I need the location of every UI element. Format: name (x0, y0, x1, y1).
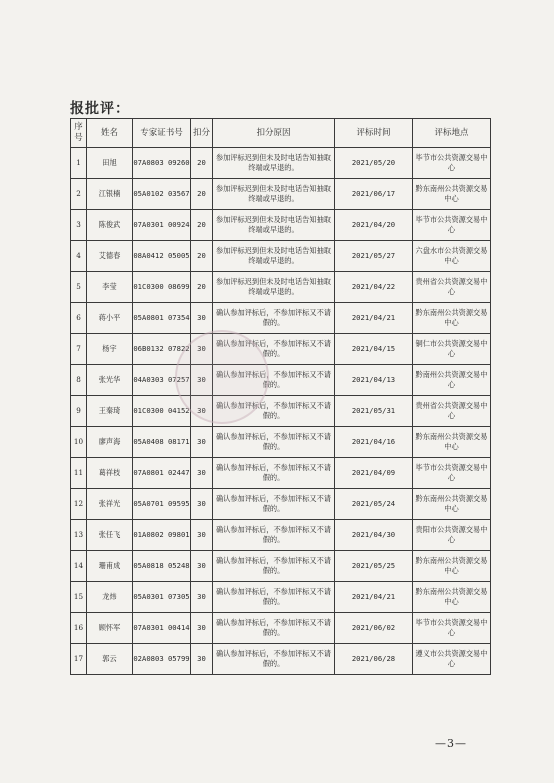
cell-name: 陈俊武 (87, 210, 133, 241)
cell-time: 2021/05/27 (335, 241, 413, 272)
cell-reason: 确认参加评标后，不参加评标又不请假的。 (213, 489, 335, 520)
cell-time: 2021/04/21 (335, 582, 413, 613)
cell-place: 铜仁市公共资源交易中心 (413, 334, 491, 365)
table-row (71, 644, 491, 675)
cell-cert: 01C0300 08699 (133, 272, 191, 303)
cell-reason: 确认参加评标后，不参加评标又不请假的。 (213, 303, 335, 334)
cell-place: 黔东南州公共资源交易中心 (413, 427, 491, 458)
cell-cert: 05A0408 08171 (133, 427, 191, 458)
cell-time: 2021/05/24 (335, 489, 413, 520)
cell-place: 毕节市公共资源交易中心 (413, 210, 491, 241)
table-row (71, 241, 491, 272)
table-row (71, 148, 491, 179)
cell-cert: 07A0301 00414 (133, 613, 191, 644)
table-row (71, 551, 491, 582)
cell-place: 贵州省公共资源交易中心 (413, 272, 491, 303)
cell-points: 30 (191, 520, 213, 551)
cell-reason: 确认参加评标后，不参加评标又不请假的。 (213, 644, 335, 675)
cell-points: 20 (191, 241, 213, 272)
cell-seq: 5 (71, 272, 87, 303)
cell-time: 2021/06/02 (335, 613, 413, 644)
header-cert: 专家证书号 (133, 119, 191, 148)
table-row (71, 365, 491, 396)
cell-name: 杨宇 (87, 334, 133, 365)
cell-points: 30 (191, 334, 213, 365)
cell-points: 30 (191, 644, 213, 675)
cell-points: 30 (191, 396, 213, 427)
cell-cert: 07A0803 09260 (133, 148, 191, 179)
cell-name: 葛祥枝 (87, 458, 133, 489)
table-row (71, 396, 491, 427)
cell-seq: 3 (71, 210, 87, 241)
cell-seq: 10 (71, 427, 87, 458)
cell-name: 蒋小平 (87, 303, 133, 334)
cell-place: 黔东南州公共资源交易中心 (413, 489, 491, 520)
cell-name: 张祥光 (87, 489, 133, 520)
table-row (71, 613, 491, 644)
cell-cert: 05A0102 03567 (133, 179, 191, 210)
cell-reason: 确认参加评标后，不参加评标又不请假的。 (213, 520, 335, 551)
cell-name: 王秦琦 (87, 396, 133, 427)
cell-cert: 07A0801 02447 (133, 458, 191, 489)
cell-place: 毕节市公共资源交易中心 (413, 458, 491, 489)
cell-place: 毕节市公共资源交易中心 (413, 148, 491, 179)
cell-time: 2021/04/15 (335, 334, 413, 365)
criticism-table (70, 118, 491, 675)
cell-points: 20 (191, 272, 213, 303)
cell-seq: 15 (71, 582, 87, 613)
cell-name: 李莹 (87, 272, 133, 303)
cell-seq: 13 (71, 520, 87, 551)
cell-name: 江银楠 (87, 179, 133, 210)
header-place: 评标地点 (413, 119, 491, 148)
cell-points: 20 (191, 148, 213, 179)
table-row (71, 272, 491, 303)
cell-reason: 确认参加评标后，不参加评标又不请假的。 (213, 551, 335, 582)
cell-points: 30 (191, 427, 213, 458)
cell-place: 黔东南州公共资源交易中心 (413, 551, 491, 582)
table-row (71, 427, 491, 458)
cell-time: 2021/04/09 (335, 458, 413, 489)
table-row (71, 520, 491, 551)
cell-reason: 参加评标迟到但未及时电话告知抽取终端或早退的。 (213, 148, 335, 179)
header-seq: 序号 (71, 119, 87, 148)
header-time: 评标时间 (335, 119, 413, 148)
header-reason: 扣分原因 (213, 119, 335, 148)
cell-points: 30 (191, 303, 213, 334)
cell-reason: 确认参加评标后，不参加评标又不请假的。 (213, 365, 335, 396)
cell-seq: 2 (71, 179, 87, 210)
cell-seq: 8 (71, 365, 87, 396)
cell-time: 2021/06/17 (335, 179, 413, 210)
cell-time: 2021/06/28 (335, 644, 413, 675)
cell-place: 黔南州公共资源交易中心 (413, 365, 491, 396)
cell-seq: 17 (71, 644, 87, 675)
page-number: —3— (435, 737, 467, 750)
cell-points: 30 (191, 365, 213, 396)
cell-time: 2021/05/20 (335, 148, 413, 179)
cell-cert: 05A0301 07305 (133, 582, 191, 613)
cell-reason: 参加评标迟到但未及时电话告知抽取终端或早退的。 (213, 272, 335, 303)
cell-cert: 06B0132 07822 (133, 334, 191, 365)
cell-name: 田旭 (87, 148, 133, 179)
table-row (71, 582, 491, 613)
cell-points: 30 (191, 613, 213, 644)
cell-name: 顾怀军 (87, 613, 133, 644)
cell-reason: 参加评标迟到但未及时电话告知抽取终端或早退的。 (213, 241, 335, 272)
cell-time: 2021/04/21 (335, 303, 413, 334)
cell-place: 六盘水市公共资源交易中心 (413, 241, 491, 272)
cell-seq: 4 (71, 241, 87, 272)
section-heading: 报批评： (70, 101, 130, 117)
cell-name: 艾德春 (87, 241, 133, 272)
table-header-row (71, 119, 491, 148)
cell-name: 珊甫成 (87, 551, 133, 582)
table-row (71, 489, 491, 520)
cell-points: 30 (191, 551, 213, 582)
cell-seq: 12 (71, 489, 87, 520)
cell-cert: 05A0818 05248 (133, 551, 191, 582)
cell-cert: 05A0701 09595 (133, 489, 191, 520)
cell-name: 郭云 (87, 644, 133, 675)
cell-time: 2021/04/22 (335, 272, 413, 303)
table-row (71, 458, 491, 489)
cell-time: 2021/05/25 (335, 551, 413, 582)
cell-reason: 确认参加评标后，不参加评标又不请假的。 (213, 396, 335, 427)
cell-place: 贵阳市公共资源交易中心 (413, 520, 491, 551)
cell-place: 毕节市公共资源交易中心 (413, 613, 491, 644)
cell-points: 30 (191, 458, 213, 489)
table-row (71, 303, 491, 334)
cell-seq: 6 (71, 303, 87, 334)
header-name: 姓名 (87, 119, 133, 148)
cell-cert: 02A0803 05799 (133, 644, 191, 675)
cell-seq: 14 (71, 551, 87, 582)
cell-cert: 01A0802 09801 (133, 520, 191, 551)
table-body (71, 148, 491, 675)
header-points: 扣分 (191, 119, 213, 148)
cell-cert: 07A0301 00924 (133, 210, 191, 241)
cell-cert: 04A0303 07257 (133, 365, 191, 396)
cell-name: 廖声海 (87, 427, 133, 458)
cell-place: 贵州省公共资源交易中心 (413, 396, 491, 427)
cell-seq: 9 (71, 396, 87, 427)
cell-reason: 确认参加评标后，不参加评标又不请假的。 (213, 427, 335, 458)
cell-seq: 1 (71, 148, 87, 179)
table-row (71, 334, 491, 365)
cell-reason: 参加评标迟到但未及时电话告知抽取终端或早退的。 (213, 210, 335, 241)
cell-seq: 16 (71, 613, 87, 644)
cell-time: 2021/04/20 (335, 210, 413, 241)
cell-place: 遵义市公共资源交易中心 (413, 644, 491, 675)
cell-reason: 确认参加评标后，不参加评标又不请假的。 (213, 582, 335, 613)
cell-place: 黔东南州公共资源交易中心 (413, 179, 491, 210)
cell-cert: 05A0801 07354 (133, 303, 191, 334)
table-row (71, 179, 491, 210)
table-row (71, 210, 491, 241)
cell-reason: 确认参加评标后，不参加评标又不请假的。 (213, 334, 335, 365)
cell-points: 20 (191, 179, 213, 210)
cell-name: 张任飞 (87, 520, 133, 551)
cell-time: 2021/04/13 (335, 365, 413, 396)
cell-points: 30 (191, 489, 213, 520)
cell-time: 2021/05/31 (335, 396, 413, 427)
cell-cert: 08A0412 05005 (133, 241, 191, 272)
cell-seq: 11 (71, 458, 87, 489)
cell-seq: 7 (71, 334, 87, 365)
cell-place: 黔东南州公共资源交易中心 (413, 303, 491, 334)
cell-reason: 参加评标迟到但未及时电话告知抽取终端或早退的。 (213, 179, 335, 210)
cell-reason: 确认参加评标后，不参加评标又不请假的。 (213, 613, 335, 644)
cell-cert: 01C0300 04152 (133, 396, 191, 427)
cell-points: 20 (191, 210, 213, 241)
cell-place: 黔东南州公共资源交易中心 (413, 582, 491, 613)
cell-name: 张光华 (87, 365, 133, 396)
cell-name: 龙炜 (87, 582, 133, 613)
cell-time: 2021/04/30 (335, 520, 413, 551)
cell-points: 30 (191, 582, 213, 613)
cell-time: 2021/04/16 (335, 427, 413, 458)
cell-reason: 确认参加评标后，不参加评标又不请假的。 (213, 458, 335, 489)
